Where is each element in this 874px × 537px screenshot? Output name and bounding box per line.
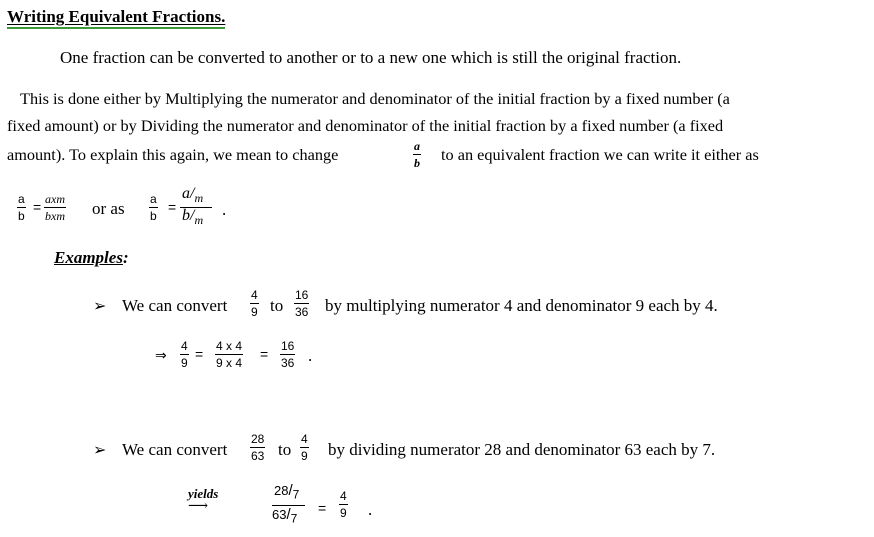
example1-text-b: by multiplying numerator 4 and denominator 9 each by 4. [325, 296, 718, 315]
numerator: 16 [281, 339, 295, 353]
fraction-bar [280, 354, 295, 355]
numerator: 4 x 4 [216, 339, 243, 353]
paragraph-line-3b: to an equivalent fraction we can write it either as [441, 145, 759, 164]
numerator: 4 [340, 489, 347, 503]
div-den-d: 7 [290, 511, 298, 526]
example2-result-fraction [339, 489, 348, 520]
fraction-a-over-b [413, 139, 421, 170]
bullet-arrow-icon: ➢ [93, 442, 107, 459]
example2-text-a: We can convert [122, 440, 228, 459]
numerator: a [150, 192, 157, 206]
or-as-text: or as [92, 199, 125, 218]
denominator: 9 x 4 [216, 356, 243, 370]
example1-step-mid [215, 339, 243, 370]
equals-sign: = [168, 199, 177, 215]
intro-text: One fraction can be converted to another or to a new one which is still the original fraction. [60, 48, 682, 67]
denominator: b [414, 156, 420, 170]
period: . [222, 200, 227, 219]
denominator: 9 [340, 506, 347, 520]
numerator: $28/_7$ [274, 482, 300, 502]
div-den: b [182, 207, 190, 224]
equals-sign: = [33, 199, 42, 215]
examples-colon: : [122, 248, 129, 267]
numerator: 16 [295, 288, 309, 302]
equals-sign: = [195, 346, 204, 362]
fraction-bar [149, 207, 158, 208]
denominator: b [18, 209, 25, 223]
general-divide-fraction [180, 187, 214, 231]
denominator: $63/_7$ [272, 506, 298, 526]
example2-divide-fraction [272, 482, 308, 532]
numerator: a [414, 139, 420, 153]
general-lhs-fraction [17, 192, 26, 223]
example2-to-word: to [278, 440, 292, 459]
fraction-bar [17, 207, 26, 208]
example2-from-fraction [250, 432, 265, 463]
example1-text-a: We can convert [122, 296, 228, 315]
example1-to-fraction [294, 288, 309, 319]
general-lhs2-fraction [149, 192, 158, 223]
numerator: 28 [251, 432, 265, 446]
general-multiply-fraction [44, 192, 66, 223]
fraction-bar [300, 447, 309, 448]
div-num-m: m [194, 191, 204, 206]
paragraph-line-3a: amount). To explain this again, we mean to change [7, 145, 339, 164]
numerator: axm [45, 192, 65, 206]
denominator: 9 [181, 356, 188, 370]
fraction-bar [180, 354, 189, 355]
div-num: a [182, 185, 190, 202]
denominator: $b/_m$ [182, 207, 204, 228]
implies-arrow-icon: ⇒ [155, 347, 167, 363]
numerator: $a/_m$ [182, 185, 204, 206]
div-num: 28 [274, 483, 289, 498]
fraction-bar [413, 154, 421, 155]
numerator: 4 [301, 432, 308, 446]
example1-from-fraction [250, 288, 259, 319]
examples-label: Examples [54, 248, 123, 267]
denominator: 36 [295, 305, 309, 319]
equals-sign: = [318, 500, 327, 516]
fraction-bar [250, 447, 265, 448]
numerator: 4 [181, 339, 188, 353]
numerator: a [18, 192, 25, 206]
period: . [368, 500, 373, 519]
fraction-bar [44, 207, 66, 208]
equals-sign: = [260, 346, 269, 362]
fraction-bar [215, 354, 243, 355]
yields-arrow-icon: ⟶ [188, 499, 209, 514]
example2-to-fraction [300, 432, 309, 463]
yields-label: yields [188, 486, 219, 501]
fraction-bar [339, 504, 348, 505]
example2-text-b: by dividing numerator 28 and denominator 63 each by 7. [328, 440, 716, 459]
denominator: bxm [45, 209, 65, 223]
denominator: 9 [251, 305, 258, 319]
page-title: Writing Equivalent Fractions. [7, 7, 225, 29]
fraction-bar [250, 303, 259, 304]
example1-to-word: to [270, 296, 284, 315]
example1-step-rhs [280, 339, 295, 370]
period: . [308, 346, 313, 365]
bullet-arrow-icon: ➢ [93, 298, 107, 315]
fraction-bar [294, 303, 309, 304]
examples-heading [54, 248, 129, 268]
example1-step-lhs [180, 339, 189, 370]
denominator: b [150, 209, 157, 223]
div-den: 63 [272, 507, 287, 522]
div-den-m: m [194, 213, 204, 228]
paragraph-line-2: fixed amount) or by Dividing the numerator and denominator of the initial fraction by a fixed number (a fixed [7, 116, 724, 135]
div-num-d: 7 [292, 487, 300, 502]
denominator: 36 [281, 356, 295, 370]
paragraph-line-1: This is done either by Multiplying the numerator and denominator of the initial fraction by a fixed number (a [20, 89, 730, 108]
denominator: 9 [301, 449, 308, 463]
denominator: 63 [251, 449, 265, 463]
numerator: 4 [251, 288, 258, 302]
